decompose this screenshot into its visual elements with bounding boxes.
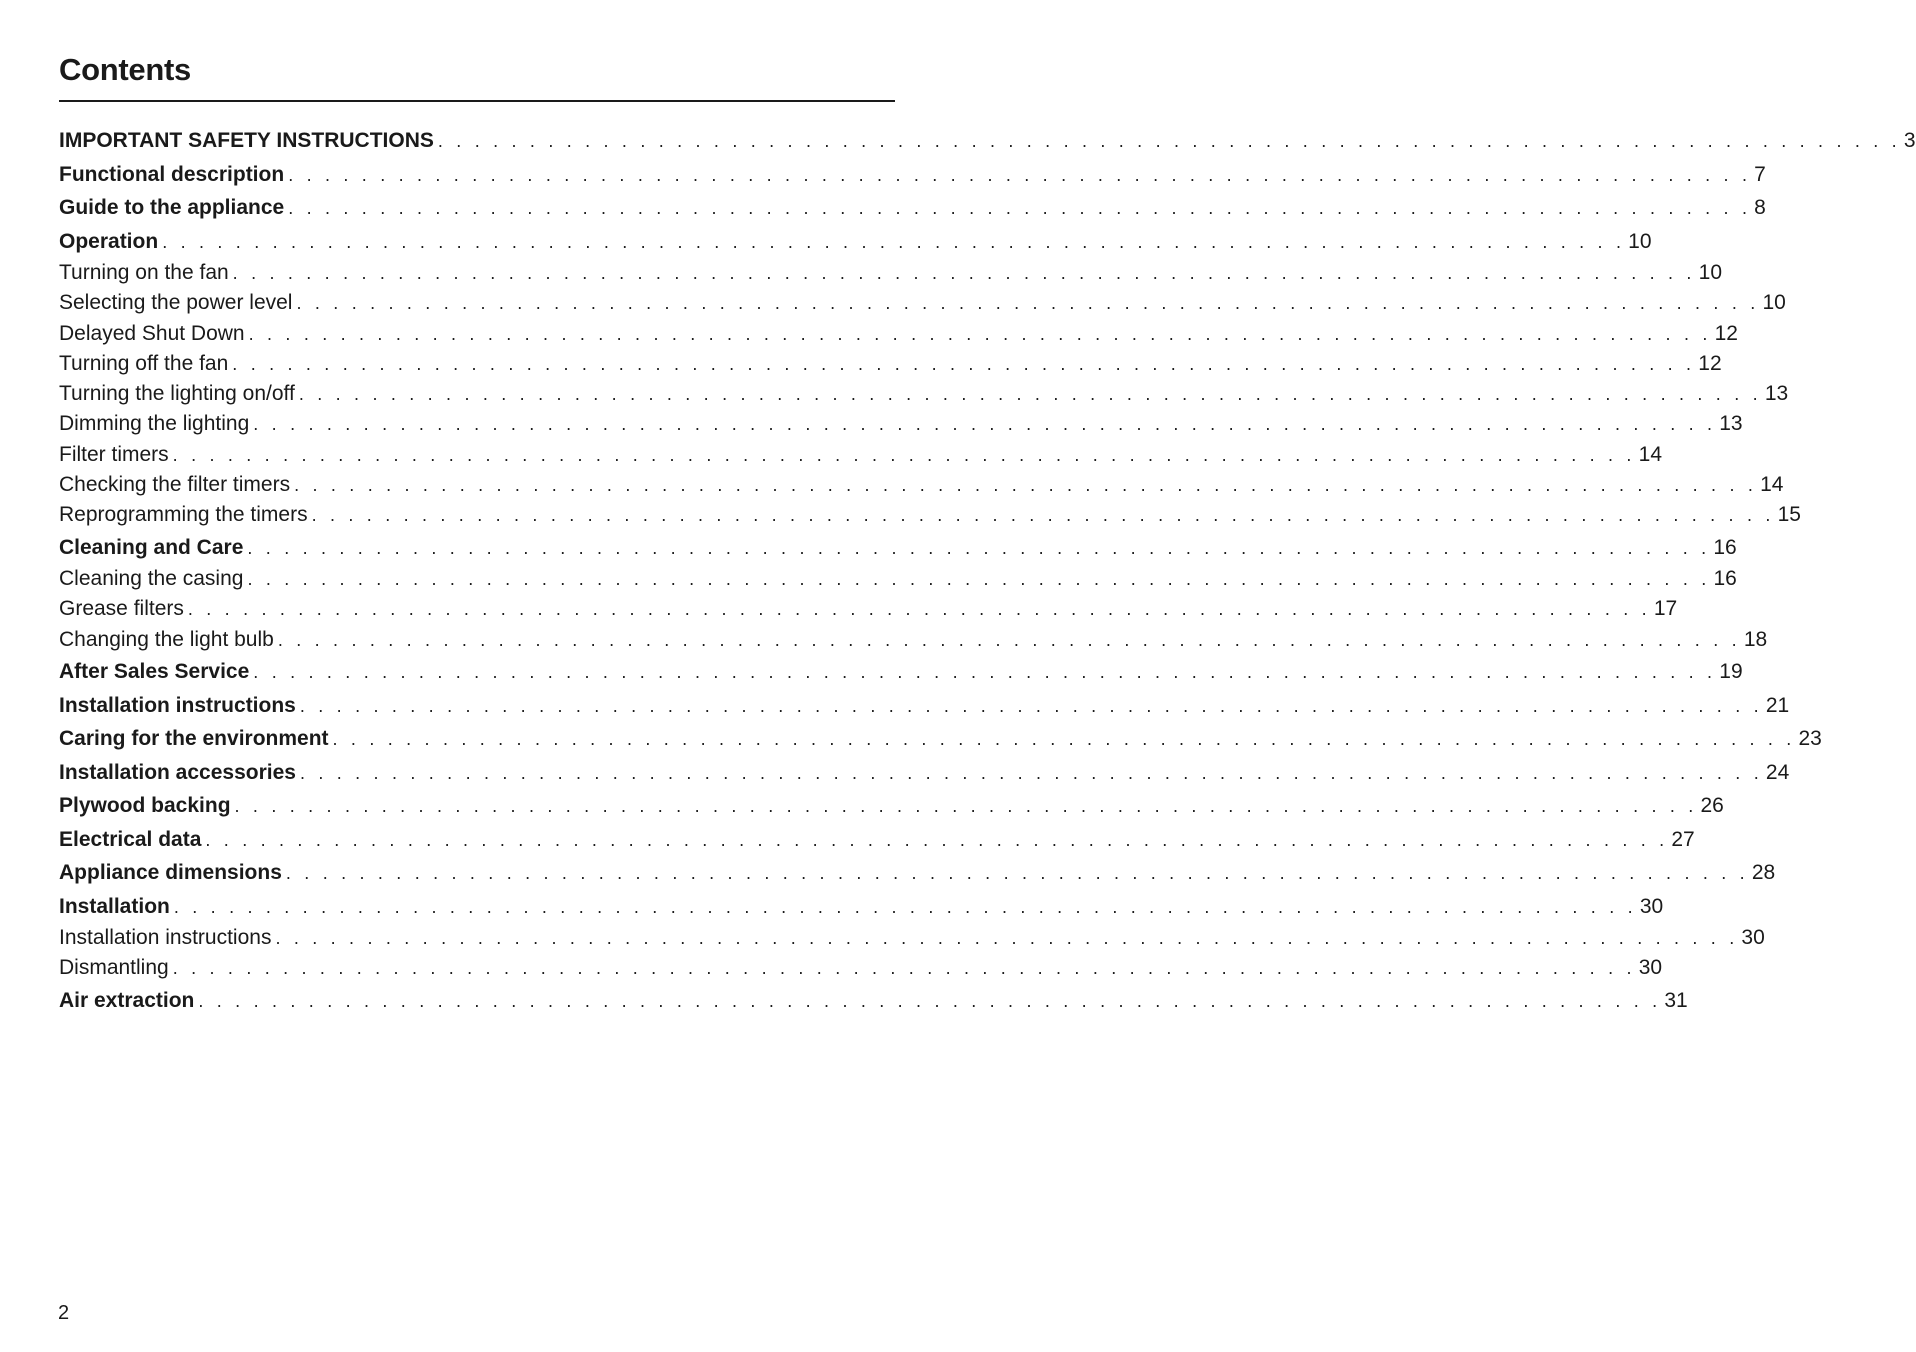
toc-entry-page: 31 xyxy=(1664,988,1688,1012)
toc-entry-page: 10 xyxy=(1762,291,1786,315)
toc-dot-leader: . . . . . . . . . . . . . . . . . . . . . . . . . . . . . . . . . . . . . . . . . . . . . . . . . . . . . . . . . . . . . . . . . . . . . . . . . . . . . . . . xyxy=(247,569,1711,590)
toc-dot-leader: . . . . . . . . . . . . . . . . . . . . . . . . . . . . . . . . . . . . . . . . . . . . . . . . . . . . . . . . . . . . . . . . . . . . . . . . . . . . . . . . xyxy=(247,537,1711,558)
toc-dot-leader: . . . . . . . . . . . . . . . . . . . . . . . . . . . . . . . . . . . . . . . . . . . . . . . . . . . . . . . . . . . . . . . . . . . . . . . . . . . . . . . . xyxy=(172,958,1636,979)
toc-section-entry[interactable] xyxy=(59,531,1737,565)
toc-entry-page: 8 xyxy=(1754,196,1766,219)
toc-dot-leader: . . . . . . . . . . . . . . . . . . . . . . . . . . . . . . . . . . . . . . . . . . . . . . . . . . . . . . . . . . . . . . . . . . . . . . . . . . . . . . . . xyxy=(162,231,1626,252)
toc-subsection-entry[interactable] xyxy=(59,288,1786,318)
toc-entry-label: Functional description xyxy=(59,162,285,186)
toc-entry-page: 10 xyxy=(1628,229,1652,253)
toc-entry-label: Dismantling xyxy=(59,956,169,980)
toc-dot-leader: . . . . . . . . . . . . . . . . . . . . . . . . . . . . . . . . . . . . . . . . . . . . . . . . . . . . . . . . . . . . . . . . . . . . . . . . . . . . . . . . xyxy=(187,599,1651,620)
table-of-contents xyxy=(59,124,1916,1017)
toc-entry-label: Selecting the power level xyxy=(59,291,293,315)
toc-entry-page: 14 xyxy=(1638,442,1662,466)
toc-entry-label: Cleaning and Care xyxy=(59,535,244,559)
toc-entry-label: Air extraction xyxy=(59,988,195,1012)
toc-section-entry[interactable] xyxy=(59,984,1688,1018)
toc-dot-leader: . . . . . . . . . . . . . . . . . . . . . . . . . . . . . . . . . . . . . . . . . . . . . . . . . . . . . . . . . . . . . . . . . . . . . . . . . . . . . . . . xyxy=(296,293,1760,314)
toc-entry-label: Guide to the appliance xyxy=(59,196,285,219)
toc-entry-label: Turning off the fan xyxy=(59,351,229,375)
toc-entry-page: 30 xyxy=(1639,894,1664,918)
toc-section-entry[interactable] xyxy=(59,225,1652,259)
toc-section-entry[interactable] xyxy=(59,655,1743,689)
toc-subsection-entry[interactable] xyxy=(59,319,1738,349)
toc-entry-label: Turning on the fan xyxy=(59,261,229,284)
toc-entry-page: 19 xyxy=(1719,660,1743,684)
toc-entry-label: IMPORTANT SAFETY INSTRUCTIONS xyxy=(59,129,434,152)
toc-subsection-entry[interactable] xyxy=(59,409,1743,439)
page-number: 2 xyxy=(58,1302,70,1324)
toc-dot-leader: . . . . . . . . . . . . . . . . . . . . . . . . . . . . . . . . . . . . . . . . . . . . . . . . . . . . . . . . . . . . . . . . . . . . . . . . . . . . . . . . xyxy=(248,323,1712,344)
toc-entry-label: Cleaning the casing xyxy=(59,567,244,591)
toc-entry-page: 15 xyxy=(1777,503,1801,527)
page-title: Contents xyxy=(59,52,191,87)
toc-entry-page: 7 xyxy=(1754,162,1766,186)
toc-entry-label: Checking the filter timers xyxy=(59,473,291,497)
toc-section-entry[interactable] xyxy=(59,722,1822,756)
toc-dot-leader: . . . . . . . . . . . . . . . . . . . . . . . . . . . . . . . . . . . . . . . . . . . . . . . . . . . . . . . . . . . . . . . . . . . . . . . . . . . . . . . . xyxy=(275,928,1739,949)
toc-dot-leader: . . . . . . . . . . . . . . . . . . . . . . . . . . . . . . . . . . . . . . . . . . . . . . . . . . . . . . . . . . . . . . . . . . . . . . . . . . . . . . . . xyxy=(198,990,1662,1011)
toc-entry-page: 3 xyxy=(1903,129,1916,152)
toc-section-entry[interactable] xyxy=(59,191,1766,225)
toc-entry-page: 16 xyxy=(1713,567,1737,591)
toc-entry-label: Dimming the lighting xyxy=(59,412,250,436)
toc-entry-page: 13 xyxy=(1719,412,1743,436)
toc-entry-label: Reprogramming the timers xyxy=(59,503,308,527)
toc-subsection-entry[interactable] xyxy=(59,625,1768,655)
toc-entry-page: 30 xyxy=(1741,926,1765,950)
toc-dot-leader: . . . . . . . . . . . . . . . . . . . . . . . . . . . . . . . . . . . . . . . . . . . . . . . . . . . . . . . . . . . . . . . . . . . . . . . . . . . . . . . . xyxy=(205,829,1669,850)
toc-dot-leader: . . . . . . . . . . . . . . . . . . . . . . . . . . . . . . . . . . . . . . . . . . . . . . . . . . . . . . . . . . . . . . . . . . . . . . . . . . . . . . . . xyxy=(311,505,1775,526)
toc-dot-leader: . . . . . . . . . . . . . . . . . . . . . . . . . . . . . . . . . . . . . . . . . . . . . . . . . . . . . . . . . . . . . . . . . . . . . . . . . . . . . . . . xyxy=(299,762,1763,783)
toc-entry-page: 21 xyxy=(1765,693,1790,717)
toc-subsection-entry[interactable] xyxy=(59,470,1784,500)
toc-dot-leader: . . . . . . . . . . . . . . . . . . . . . . . . . . . . . . . . . . . . . . . . . . . . . . . . . . . . . . . . . . . . . . . . . . . . . . . . . . . . . . . . xyxy=(332,729,1796,750)
toc-subsection-entry[interactable] xyxy=(59,923,1765,953)
toc-section-entry[interactable] xyxy=(59,689,1790,723)
toc-section-entry[interactable] xyxy=(59,756,1790,790)
toc-subsection-entry[interactable] xyxy=(59,953,1663,983)
toc-dot-leader: . . . . . . . . . . . . . . . . . . . . . . . . . . . . . . . . . . . . . . . . . . . . . . . . . . . . . . . . . . . . . . . . . . . . . . . . . . . . . . . . xyxy=(299,695,1763,716)
toc-section-entry[interactable] xyxy=(59,823,1695,857)
toc-entry-page: 18 xyxy=(1743,627,1768,651)
toc-entry-label: Grease filters xyxy=(59,597,184,621)
toc-entry-label: Installation instructions xyxy=(59,926,272,950)
toc-dot-leader: . . . . . . . . . . . . . . . . . . . . . . . . . . . . . . . . . . . . . . . . . . . . . . . . . . . . . . . . . . . . . . . . . . . . . . . . . . . . . . . . xyxy=(285,863,1749,884)
toc-subsection-entry[interactable] xyxy=(59,440,1662,470)
toc-entry-page: 30 xyxy=(1638,956,1663,980)
toc-subsection-entry[interactable] xyxy=(59,379,1789,409)
toc-subsection-entry[interactable] xyxy=(59,500,1801,530)
toc-entry-page: 23 xyxy=(1798,727,1822,751)
toc-subsection-entry[interactable] xyxy=(59,564,1737,594)
toc-entry-label: Caring for the environment xyxy=(59,727,329,751)
toc-dot-leader: . . . . . . . . . . . . . . . . . . . . . . . . . . . . . . . . . . . . . . . . . . . . . . . . . . . . . . . . . . . . . . . . . . . . . . . . . . . . . . . . xyxy=(288,198,1752,218)
toc-entry-page: 12 xyxy=(1698,351,1722,375)
title-divider xyxy=(59,100,895,102)
toc-entry-label: After Sales Service xyxy=(59,660,250,684)
toc-section-entry[interactable] xyxy=(59,158,1766,192)
toc-subsection-entry[interactable] xyxy=(59,258,1722,288)
toc-section-entry[interactable] xyxy=(59,789,1724,823)
toc-entry-page: 27 xyxy=(1671,827,1695,851)
toc-section-entry[interactable] xyxy=(59,856,1776,890)
toc-entry-label: Turning the lighting on/off xyxy=(59,382,295,406)
toc-subsection-entry[interactable] xyxy=(59,349,1722,379)
toc-entry-page: 26 xyxy=(1700,794,1724,818)
toc-entry-label: Filter timers xyxy=(59,442,169,466)
toc-entry-label: Delayed Shut Down xyxy=(59,321,245,345)
toc-entry-page: 13 xyxy=(1764,382,1789,406)
toc-section-entry[interactable] xyxy=(59,890,1664,924)
toc-dot-leader: . . . . . . . . . . . . . . . . . . . . . . . . . . . . . . . . . . . . . . . . . . . . . . . . . . . . . . . . . . . . . . . . . . . . . . . . . . . . . . . . xyxy=(253,414,1717,435)
toc-dot-leader: . . . . . . . . . . . . . . . . . . . . . . . . . . . . . . . . . . . . . . . . . . . . . . . . . . . . . . . . . . . . . . . . . . . . . . . . . . . . . . . . xyxy=(234,796,1698,817)
toc-entry-page: 10 xyxy=(1698,261,1722,284)
toc-section-entry[interactable] xyxy=(59,124,1916,158)
toc-dot-leader: . . . . . . . . . . . . . . . . . . . . . . . . . . . . . . . . . . . . . . . . . . . . . . . . . . . . . . . . . . . . . . . . . . . . . . . . . . . . . . . . xyxy=(437,131,1901,151)
toc-entry-page: 12 xyxy=(1714,321,1738,345)
toc-entry-label: Plywood backing xyxy=(59,794,231,818)
toc-entry-label: Electrical data xyxy=(59,827,202,851)
toc-dot-leader: . . . . . . . . . . . . . . . . . . . . . . . . . . . . . . . . . . . . . . . . . . . . . . . . . . . . . . . . . . . . . . . . . . . . . . . . . . . . . . . . xyxy=(298,384,1762,405)
toc-entry-label: Installation accessories xyxy=(59,760,296,784)
toc-dot-leader: . . . . . . . . . . . . . . . . . . . . . . . . . . . . . . . . . . . . . . . . . . . . . . . . . . . . . . . . . . . . . . . . . . . . . . . . . . . . . . . . xyxy=(232,353,1696,374)
toc-dot-leader: . . . . . . . . . . . . . . . . . . . . . . . . . . . . . . . . . . . . . . . . . . . . . . . . . . . . . . . . . . . . . . . . . . . . . . . . . . . . . . . . xyxy=(277,629,1741,650)
toc-dot-leader: . . . . . . . . . . . . . . . . . . . . . . . . . . . . . . . . . . . . . . . . . . . . . . . . . . . . . . . . . . . . . . . . . . . . . . . . . . . . . . . . xyxy=(232,263,1696,283)
toc-entry-page: 14 xyxy=(1760,473,1784,497)
toc-dot-leader: . . . . . . . . . . . . . . . . . . . . . . . . . . . . . . . . . . . . . . . . . . . . . . . . . . . . . . . . . . . . . . . . . . . . . . . . . . . . . . . . xyxy=(294,475,1758,496)
toc-entry-label: Installation xyxy=(59,894,170,918)
toc-entry-page: 16 xyxy=(1713,535,1737,559)
toc-entry-page: 17 xyxy=(1653,597,1678,621)
toc-entry-label: Operation xyxy=(59,229,159,253)
toc-entry-page: 28 xyxy=(1751,861,1776,885)
toc-subsection-entry[interactable] xyxy=(59,594,1678,624)
toc-entry-label: Installation instructions xyxy=(59,693,296,717)
toc-entry-label: Appliance dimensions xyxy=(59,861,282,885)
toc-dot-leader: . . . . . . . . . . . . . . . . . . . . . . . . . . . . . . . . . . . . . . . . . . . . . . . . . . . . . . . . . . . . . . . . . . . . . . . . . . . . . . . . xyxy=(173,896,1637,917)
toc-dot-leader: . . . . . . . . . . . . . . . . . . . . . . . . . . . . . . . . . . . . . . . . . . . . . . . . . . . . . . . . . . . . . . . . . . . . . . . . . . . . . . . . xyxy=(288,164,1752,185)
toc-dot-leader: . . . . . . . . . . . . . . . . . . . . . . . . . . . . . . . . . . . . . . . . . . . . . . . . . . . . . . . . . . . . . . . . . . . . . . . . . . . . . . . . xyxy=(172,444,1636,465)
toc-entry-label: Changing the light bulb xyxy=(59,627,274,651)
toc-entry-page: 24 xyxy=(1765,760,1790,784)
toc-dot-leader: . . . . . . . . . . . . . . . . . . . . . . . . . . . . . . . . . . . . . . . . . . . . . . . . . . . . . . . . . . . . . . . . . . . . . . . . . . . . . . . . xyxy=(253,662,1717,683)
